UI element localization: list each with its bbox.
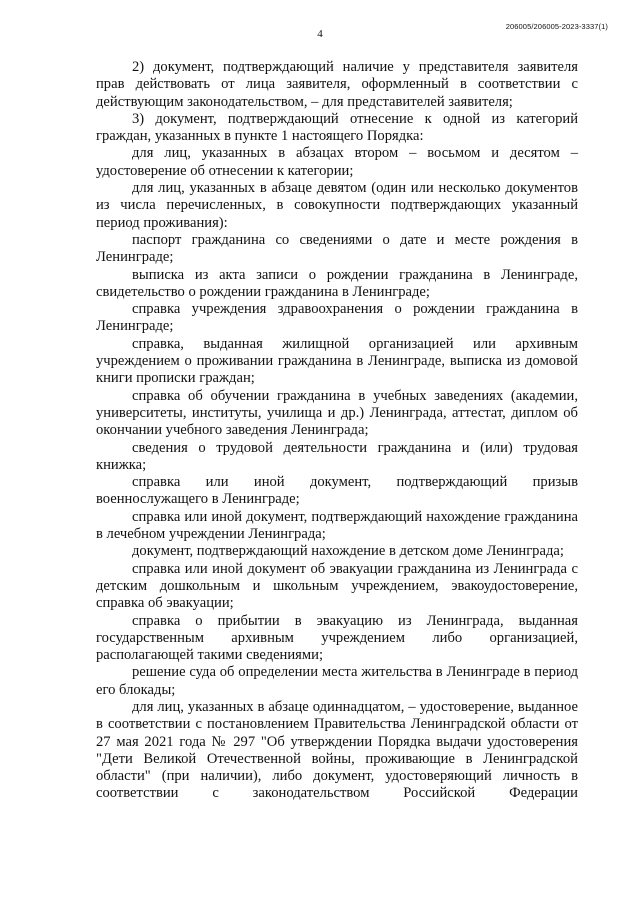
paragraph-court-decision: решение суда об определении места жительства в Ленинграде в период его блокады; (96, 664, 578, 698)
paragraph-orphanage: документ, подтверждающий нахождение в детском доме Ленинграда; (132, 543, 564, 560)
paragraph-hospital-stay: справка или иной документ, подтверждающий нахождение гражданина в лечебном учреждении Ленинграда; (96, 508, 578, 543)
paragraph-military-draft: справка или иной документ, подтверждающий призыв военнослужащего в Ленинграде; (96, 474, 578, 508)
document-body (96, 59, 578, 803)
paragraph-evacuation: справка или иной документ об эвакуации гражданина из Ленинграда с детским дошкольным и школьным учреждением, эвакоудостоверение, справка об эвакуации; (96, 560, 578, 612)
paragraph-category-11: для лиц, указанных в абзаце одиннадцатом, – удостоверение, выданное в соответствии с постановлением Правительства Ленинградской области от 27 мая 2021 года № 297 "Об утверждении Порядка выдачи удостоверения "Дети Великой Отечественной войны, проживающие в Ленинградской области" (при наличии), либо документ, удостоверяющий личность в соответствии с законодательством Российской Федерации (96, 698, 578, 802)
paragraph-item-2: 2) документ, подтверждающий наличие у представителя заявителя прав действовать от лица заявителя, оформленный в соответствии с действующим законодательством, – для представителей заявителя; (96, 59, 578, 110)
paragraph-health-certificate: справка учреждения здравоохранения о рождении гражданина в Ленинграде; (96, 301, 578, 335)
page-number: 4 (317, 28, 323, 40)
paragraph-category-9: для лиц, указанных в абзаце девятом (один или несколько документов из числа перечисленных, в совокупности подтверждающих указанный период проживания): (96, 180, 578, 231)
paragraph-birth-record: выписка из акта записи о рождении гражданина в Ленинграде, свидетельство о рождении гражданина в Ленинграде; (96, 266, 578, 300)
paragraph-category-2-8-10: для лиц, указанных в абзацах втором – восьмом и десятом – удостоверение об отнесении к категории; (96, 145, 578, 179)
paragraph-arrival-evacuation: справка о прибытии в эвакуацию из Ленинграда, выданная государственным архивным учреждением либо организацией, располагающей такими сведениями; (96, 612, 578, 664)
paragraph-item-3: 3) документ, подтверждающий отнесение к одной из категорий граждан, указанных в пункте 1 настоящего Порядка: (96, 110, 578, 145)
paragraph-passport: паспорт гражданина со сведениями о дате и месте рождения в Ленинграде; (96, 231, 578, 266)
paragraph-employment-record: сведения о трудовой деятельности гражданина и (или) трудовая книжка; (96, 439, 578, 473)
document-id: 206005/206005-2023-3337(1) (505, 22, 608, 31)
paragraph-education-certificate: справка об обучении гражданина в учебных заведениях (академии, университеты, институты, училища и др.) Ленинграда, аттестат, диплом об окончании учебного заведения Ленинграда; (96, 387, 578, 439)
paragraph-housing-certificate: справка, выданная жилищной организацией или архивным учреждением о проживании гражданина в Ленинграде, выписка из домовой книги прописки граждан; (96, 335, 578, 387)
